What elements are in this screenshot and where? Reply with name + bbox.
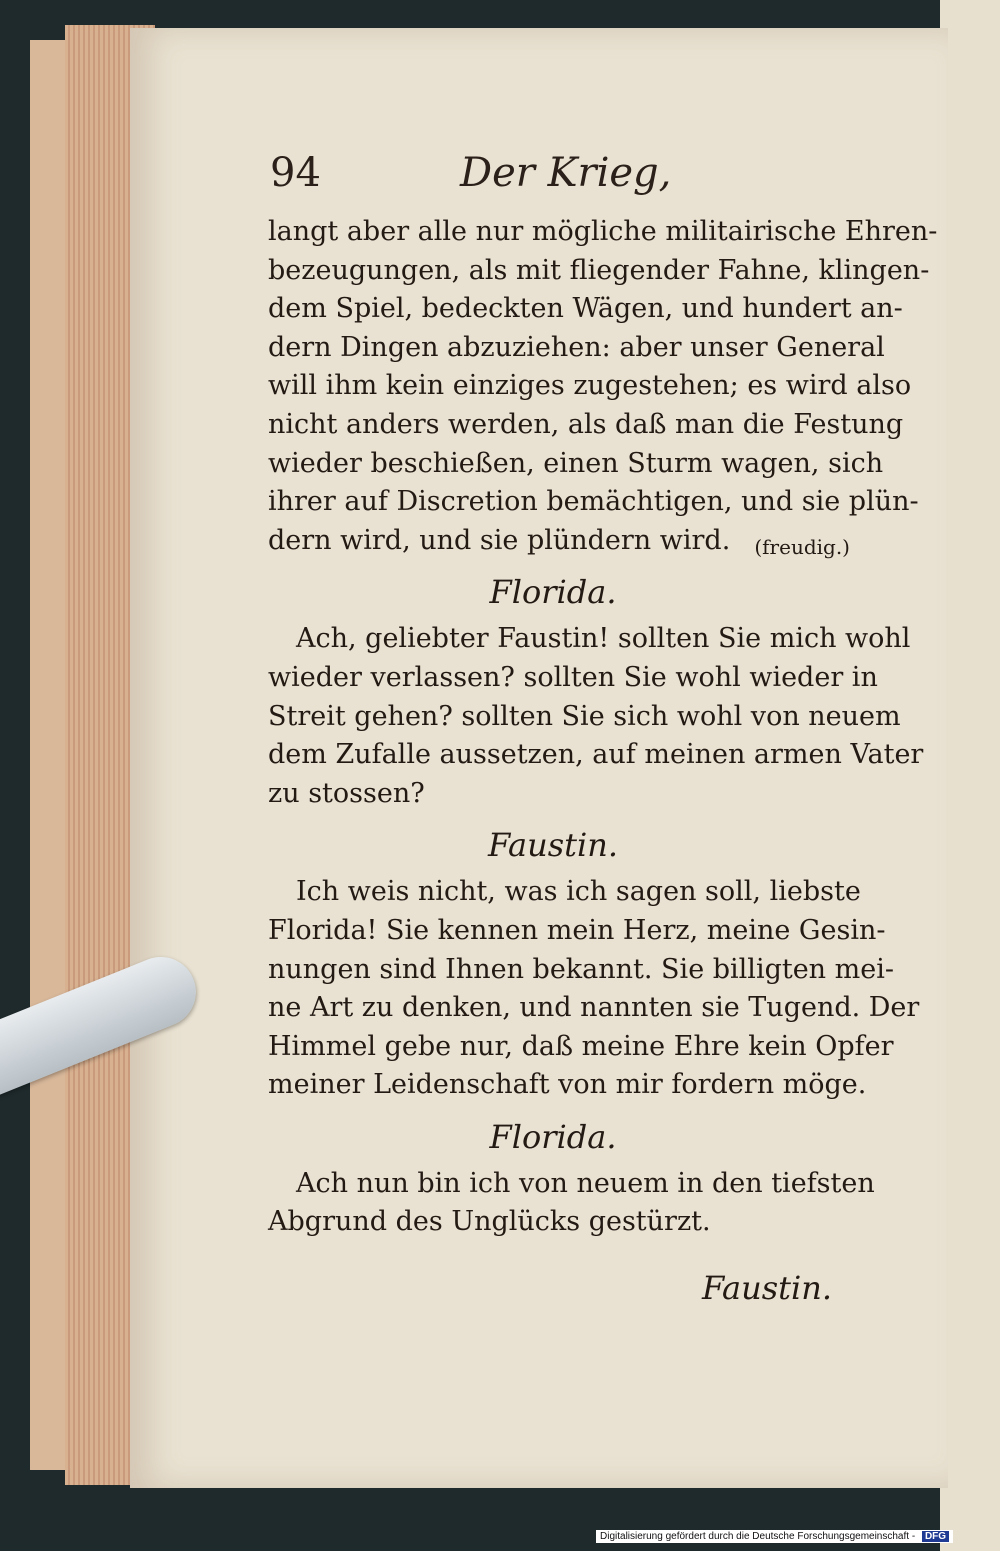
text-line: dern Dingen abzuziehen: aber unser General bbox=[268, 331, 885, 363]
text-line: Himmel gebe nur, daß meine Ehre kein Opfer bbox=[268, 1030, 894, 1062]
text-line: nungen sind Ihnen bekannt. Sie billigten mei- bbox=[268, 953, 894, 985]
page-number: 94 bbox=[270, 150, 321, 196]
text-line: wieder beschießen, einen Sturm wagen, sich bbox=[268, 447, 884, 479]
paragraph bbox=[268, 1165, 875, 1242]
text-line: will ihm kein einziges zugestehen; es wird also bbox=[268, 370, 912, 402]
text-line: dem Spiel, bedeckten Wägen, und hundert an- bbox=[268, 293, 903, 325]
catchword: Faustin. bbox=[701, 1269, 832, 1308]
speaker-name: Faustin. bbox=[487, 826, 618, 865]
text-line: ihrer auf Discretion bemächtigen, und sie plün- bbox=[268, 486, 919, 518]
text-line: Ach, geliebter Faustin! sollten Sie mich wohl bbox=[296, 623, 911, 655]
text-line: Ich weis nicht, was ich sagen soll, liebste bbox=[296, 876, 861, 908]
text-line: Streit gehen? sollten Sie sich wohl von neuem bbox=[268, 700, 901, 732]
page-header bbox=[270, 150, 830, 210]
stage-direction: (freudig.) bbox=[754, 534, 850, 559]
text-line: Abgrund des Unglücks gestürzt. bbox=[268, 1206, 711, 1238]
text-line: zu stossen? bbox=[268, 777, 425, 809]
running-title: Der Krieg, bbox=[460, 150, 672, 196]
paragraph bbox=[268, 873, 920, 1105]
footer-text: Digitalisierung gefördert durch die Deutsche Forschungsgemeinschaft - bbox=[600, 1531, 916, 1542]
book-page bbox=[130, 28, 948, 1488]
paragraph bbox=[268, 620, 924, 813]
text-line: dem Zufalle aussetzen, auf meinen armen Vater bbox=[268, 739, 924, 771]
speaker-name: Florida. bbox=[489, 573, 617, 612]
text-line: bezeugungen, als mit fliegender Fahne, klingen- bbox=[268, 254, 930, 286]
text-line: Florida! Sie kennen mein Herz, meine Gesin- bbox=[268, 914, 886, 946]
speaker-name: Florida. bbox=[489, 1117, 617, 1156]
digitization-footer bbox=[596, 1530, 953, 1543]
text-line-content: dern wird, und sie plündern wird. bbox=[268, 524, 731, 556]
text-line bbox=[268, 522, 850, 561]
dfg-logo: DFG bbox=[922, 1531, 949, 1542]
paragraph bbox=[268, 213, 938, 560]
text-line: wieder verlassen? sollten Sie wohl wieder in bbox=[268, 661, 878, 693]
adjacent-page bbox=[940, 0, 1000, 1551]
text-line: Ach nun bin ich von neuem in den tiefsten bbox=[296, 1167, 875, 1199]
text-line: nicht anders werden, als daß man die Festung bbox=[268, 408, 904, 440]
text-line: langt aber alle nur mögliche militairische Ehren- bbox=[268, 216, 938, 247]
text-block bbox=[268, 213, 938, 1316]
text-line: meiner Leidenschaft von mir fordern möge. bbox=[268, 1069, 867, 1101]
text-line: ne Art zu denken, und nannten sie Tugend. Der bbox=[268, 992, 920, 1024]
